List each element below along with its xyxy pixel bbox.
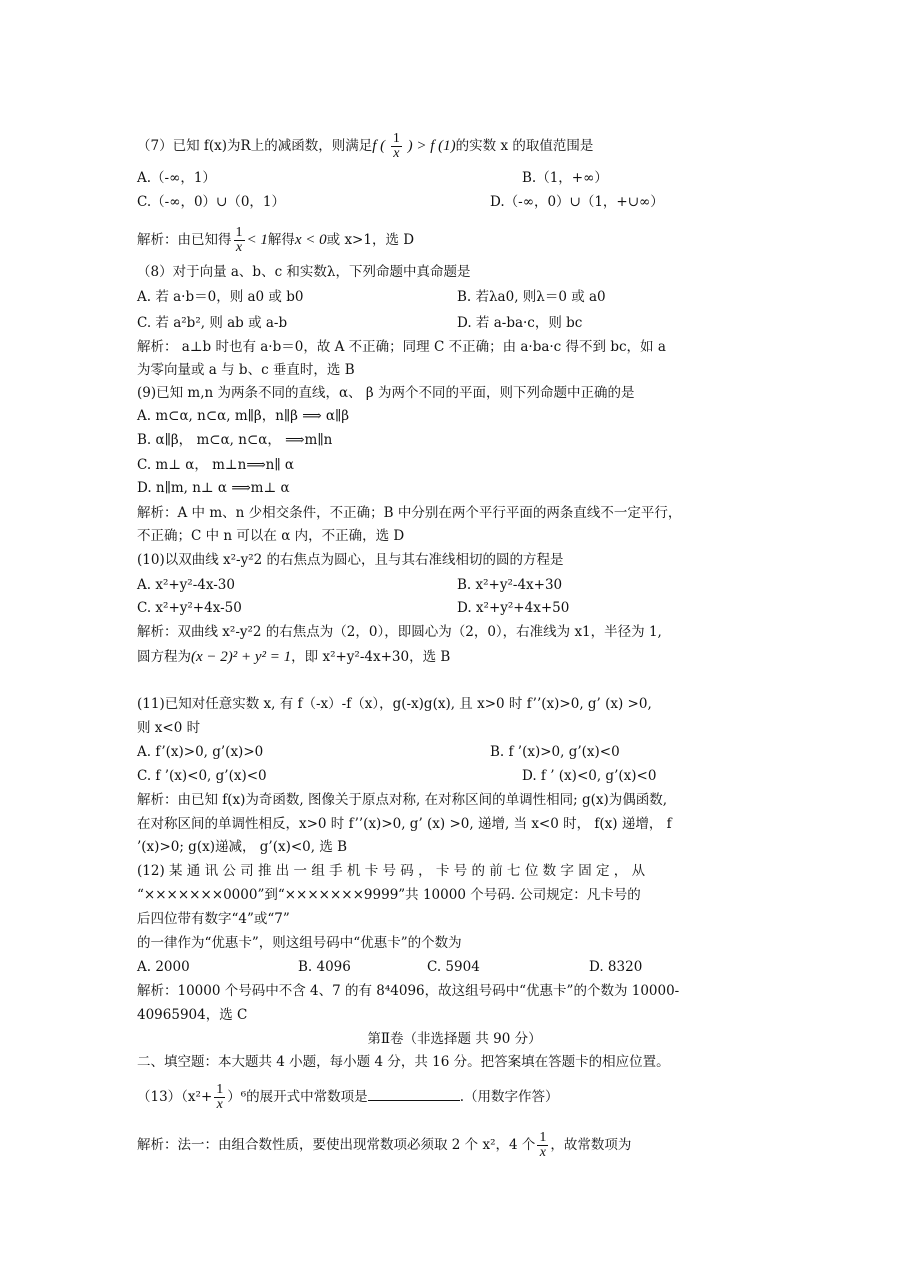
q12-stem-line1: (12) 某 通 讯 公 司 推 出 一 组 手 机 卡 号 码 ， 卡 号 的 前 七 位 数 字 固 定 ， 从 <box>137 863 646 879</box>
q12-stem-line3: 后四位带有数字“4”或“7” <box>137 911 290 927</box>
q7-option-c: C.（-∞，0）∪（0，1） <box>137 194 286 210</box>
q10-option-b: B. x²+y²-4x+30 <box>457 577 563 593</box>
q13-stem-text3: .（用数字作答） <box>459 1089 559 1105</box>
q9-stem: (9)已知 m,n 为两条不同的直线，α、 β 为两个不同的平面，则下列命题中正确的是 <box>137 385 635 401</box>
q13-stem-text2: ）⁶的展开式中常数项是 <box>227 1089 368 1105</box>
q7-answer-math: < 1 <box>246 232 268 248</box>
q7-option-d: D.（-∞，0）∪（1，+∪∞） <box>490 194 664 210</box>
q9-option-d: D. n∥m, n⊥ α ⟹m⊥ α <box>137 480 290 496</box>
q7-stem-text: （7）已知 f(x)为R上的减函数，则满足 <box>137 138 373 154</box>
q11-answer-line3: ’(x)>0; g(x)递减， g’(x)<0, 选 B <box>137 839 348 855</box>
q7-answer-text2: 解得 <box>267 232 295 248</box>
q7-stem-fraction <box>391 132 402 161</box>
q8-option-a: A. 若 a·b＝0，则 a0 或 b0 <box>137 289 304 305</box>
q12-option-a: A. 2000 <box>137 959 190 975</box>
q11-answer-line2: 在对称区间的单调性相反，x>0 时 f’’(x)>0, g’ (x) >0, 递增, 当 x<0 时， f(x) 递增， f <box>137 816 672 832</box>
q11-answer-line1: 解析：由已知 f(x)为奇函数, 图像关于原点对称, 在对称区间的单调性相同; g(x)为偶函数, <box>137 792 668 808</box>
q7-answer-text: 解析：由已知得 <box>137 232 232 248</box>
q11-stem-line2: 则 x<0 时 <box>137 720 201 736</box>
fraction-numerator: 1 <box>235 225 243 240</box>
q13-stem-text: （13）（x²+ <box>137 1089 213 1105</box>
q12-option-c: C. 5904 <box>427 959 480 975</box>
q9-answer-line1: 解析：A 中 m、n 少相交条件，不正确；B 中分别在两个平行平面的两条直线不一定平行， <box>137 505 682 521</box>
q12-stem-line4: 的一律作为“优惠卡”，则这组号码中“优惠卡”的个数为 <box>137 935 462 951</box>
q12-answer-line1: 解析：10000 个号码中不含 4、7 的有 8⁴4096，故这组号码中“优惠卡”的个数为 10000- <box>137 983 680 999</box>
q10-stem: (10)以双曲线 x²-y²2 的右焦点为圆心，且与其右准线相切的圆的方程是 <box>137 552 564 568</box>
q10-answer-text2: ，即 x²+y²-4x+30，选 B <box>291 649 451 665</box>
q8-stem: （8）对于向量 a、b、c 和实数λ，下列命题中真命题是 <box>137 264 471 280</box>
q13-stem-fraction <box>214 1083 225 1112</box>
q12-stem-line2: “×××××××0000”到“×××××××9999”共 10000 个号码. 公司规定：凡卡号的 <box>137 887 641 903</box>
q10-answer-math: (x − 2)² + y² = 1 <box>191 649 292 665</box>
part2-instruction: 二、填空题：本大题共 4 小题，每小题 4 分，共 16 分。把答案填在答题卡的相应位置。 <box>137 1054 670 1070</box>
q13-stem <box>137 1083 558 1112</box>
q13-answer-text: 解析：法一：由组合数性质，要使出现常数项必须取 2 个 x²，4 个 <box>137 1137 536 1153</box>
q7-stem-text2: 的实数 x 的取值范围是 <box>455 138 594 154</box>
fraction-denominator: x <box>393 146 400 161</box>
q11-stem-line1: (11)已知对任意实数 x, 有 f（-x）-f（x），g(-x)g(x), 且 x>0 时 f’’(x)>0, g’ (x) >0, <box>137 696 652 712</box>
fraction-denominator: x <box>539 1145 546 1160</box>
answer-blank <box>368 1088 460 1101</box>
q12-option-b: B. 4096 <box>298 959 351 975</box>
q9-answer-line2: 不正确；C 中 n 可以在 α 内，不正确，选 D <box>137 528 405 544</box>
q7-answer-text3: 或 x>1，选 D <box>326 232 415 248</box>
q10-answer-line2 <box>137 648 450 666</box>
q9-option-b: B. α∥β， m⊂α, n⊂α， ⟹m∥n <box>137 432 333 448</box>
q7-answer-fraction <box>234 226 245 255</box>
q10-option-d: D. x²+y²+4x+50 <box>457 600 570 616</box>
q8-answer-line2: 为零向量或 a 与 b、c 垂直时，选 B <box>137 362 355 378</box>
q9-option-c: C. m⊥ α， m⊥n⟹n∥ α <box>137 457 295 473</box>
q7-stem-math2: ) > f (1) <box>403 138 456 154</box>
q13-answer-text2: ，故常数项为 <box>550 1137 632 1153</box>
q10-answer-line1: 解析：双曲线 x²-y²2 的右焦点为（2，0），即圆心为（2，0），右准线为 x1，半径为 1, <box>137 624 662 640</box>
q10-answer-text: 圆方程为 <box>137 649 191 665</box>
q11-option-a: A. f’(x)>0, g’(x)>0 <box>137 744 264 760</box>
q8-option-b: B. 若λa0, 则λ＝0 或 a0 <box>457 289 606 305</box>
fraction-denominator: x <box>216 1097 223 1112</box>
fraction-numerator: 1 <box>392 131 400 146</box>
q7-option-b: B.（1，+∞） <box>522 170 608 186</box>
q11-option-d: D. f ’ (x)<0, g’(x)<0 <box>522 768 657 784</box>
fraction-numerator: 1 <box>216 1082 224 1097</box>
q12-option-d: D. 8320 <box>589 959 643 975</box>
q7-option-a: A.（-∞，1） <box>137 170 216 186</box>
q13-answer-fraction <box>537 1131 548 1160</box>
q10-option-c: C. x²+y²+4x-50 <box>137 600 242 616</box>
q8-option-d: D. 若 a-ba·c，则 bc <box>457 315 583 331</box>
q7-answer <box>137 226 414 255</box>
q11-option-c: C. f ’(x)<0, g’(x)<0 <box>137 768 267 784</box>
q8-option-c: C. 若 a²b², 则 ab 或 a-b <box>137 315 288 331</box>
q7-stem-math: f ( <box>372 138 389 154</box>
q12-answer-line2: 40965904，选 C <box>137 1007 248 1023</box>
fraction-denominator: x <box>235 240 243 255</box>
q13-answer <box>137 1131 631 1160</box>
part2-title: 第Ⅱ卷（非选择题 共 90 分） <box>367 1031 542 1047</box>
q10-option-a: A. x²+y²-4x-30 <box>137 577 235 593</box>
q9-option-a: A. m⊂α, n⊂α, m∥β，n∥β ⟹ α∥β <box>137 408 350 424</box>
q7-answer-math2: x < 0 <box>294 232 327 248</box>
fraction-numerator: 1 <box>539 1130 547 1145</box>
q11-option-b: B. f ’(x)>0, g’(x)<0 <box>490 744 620 760</box>
q7-stem <box>137 132 593 161</box>
q8-answer-line1: 解析： a⊥b 时也有 a·b＝0，故 A 不正确；同理 C 不正确；由 a·ba·c 得不到 bc，如 a <box>137 339 666 355</box>
